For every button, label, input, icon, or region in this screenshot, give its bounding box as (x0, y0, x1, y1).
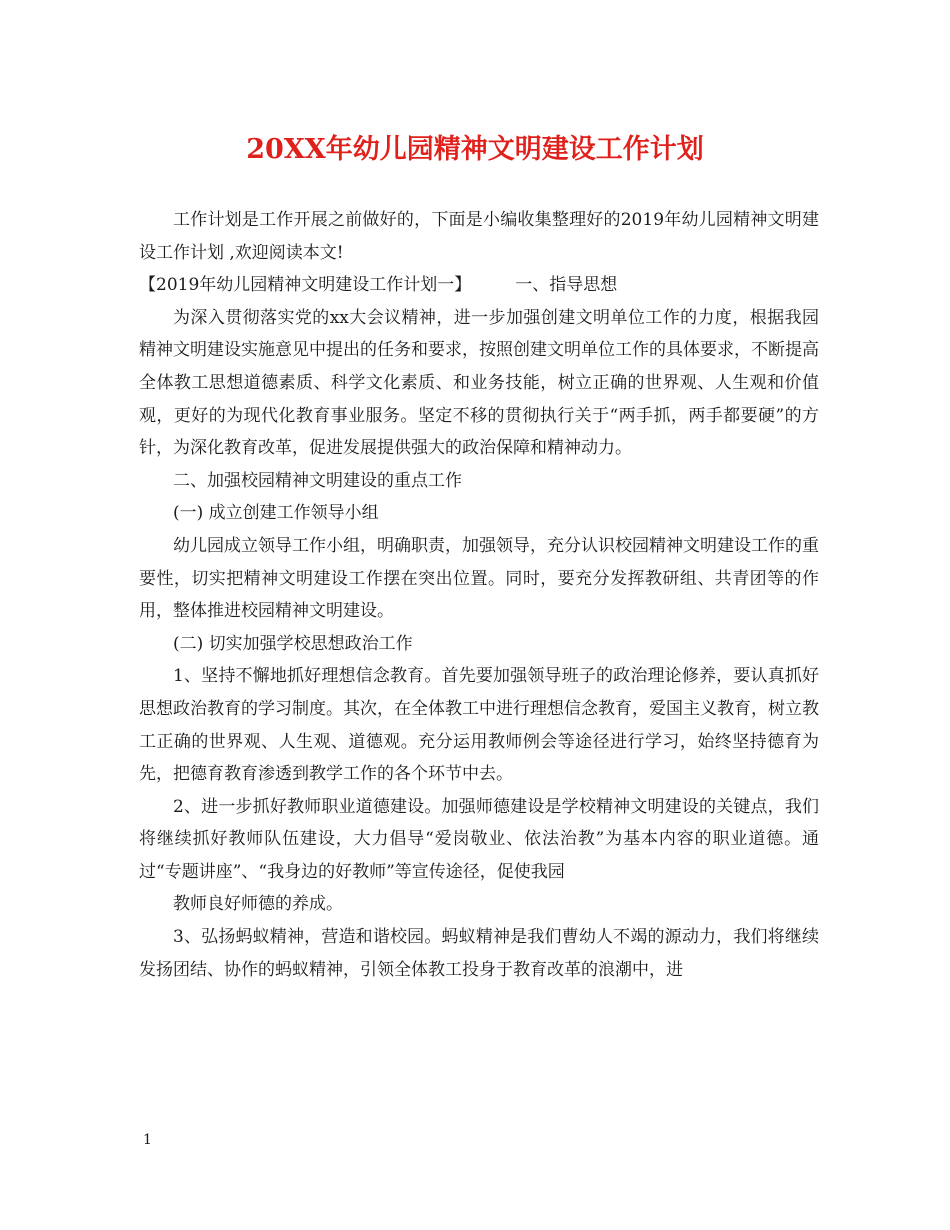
page-number: 1 (143, 1132, 152, 1148)
sub2-heading: (二) 切实加强学校思想政治工作 (173, 633, 413, 654)
document-title: 20XX年幼儿园精神文明建设工作计划 (246, 134, 704, 165)
item1-paragraph: 1、坚持不懈地抓好理想信念教育。首先要加强领导班子的政治理论修养，要认真抓好思想政治教育的学习制度。其次，在全体教工中进行理想信念教育，爱国主义教育，树立教工正确的世界观、人生观、道德观。充分运用教师例会等途径进行学习，始终坚持德育为先，把德育教育渗透到教学工作的各个环节中去。 (139, 666, 819, 785)
plan-heading: 【2019年幼儿园精神文明建设工作计划一】 (139, 275, 472, 296)
section1-paragraph: 为深入贯彻落实党的xx大会议精神，进一步加强创建文明单位工作的力度，根据我园精神文明建设实施意见中提出的任务和要求，按照创建文明单位工作的具体要求，不断提高全体教工思想道德素质、科学文化素质、和业务技能，树立正确的世界观、人生观和价值观，更好的为现代化教育事业服务。坚定不移的贯彻执行关于“两手抓，两手都要硬”的方针，为深化教育改革，促进发展提供强大的政治保障和精神动力。 (139, 307, 819, 459)
item2-paragraph: 2、进一步抓好教师职业道德建设。加强师德建设是学校精神文明建设的关键点，我们将继续抓好教师队伍建设，大力倡导“爱岗敬业、依法治教”为基本内容的职业道德。通过“专题讲座”、“我身边的好教师”等宣传途径，促使我园 (139, 796, 819, 882)
item3-paragraph: 3、弘扬蚂蚁精神，营造和谐校园。蚂蚁精神是我们曹幼人不竭的源动力，我们将继续发扬团结、协作的蚂蚁精神，引领全体教工投身于教育改革的浪潮中，进 (139, 927, 819, 980)
section2-heading: 二、加强校园精神文明建设的重点工作 (173, 470, 462, 491)
intro-paragraph: 工作计划是工作开展之前做好的，下面是小编收集整理好的2019年幼儿园精神文明建设工作计划 ,欢迎阅读本文! (139, 210, 819, 263)
sub1-heading: (一) 成立创建工作领导小组 (173, 503, 379, 524)
item2-continuation: 教师良好师德的养成。 (173, 894, 343, 915)
sub1-paragraph: 幼儿园成立领导工作小组，明确职责，加强领导，充分认识校园精神文明建设工作的重要性，切实把精神文明建设工作摆在突出位置。同时，要充分发挥教研组、共青团等的作用，整体推进校园精神文明建设。 (139, 535, 819, 622)
section1-heading: 一、指导思想 (515, 275, 618, 296)
plan-heading-line (139, 269, 819, 302)
document-body (139, 204, 819, 986)
